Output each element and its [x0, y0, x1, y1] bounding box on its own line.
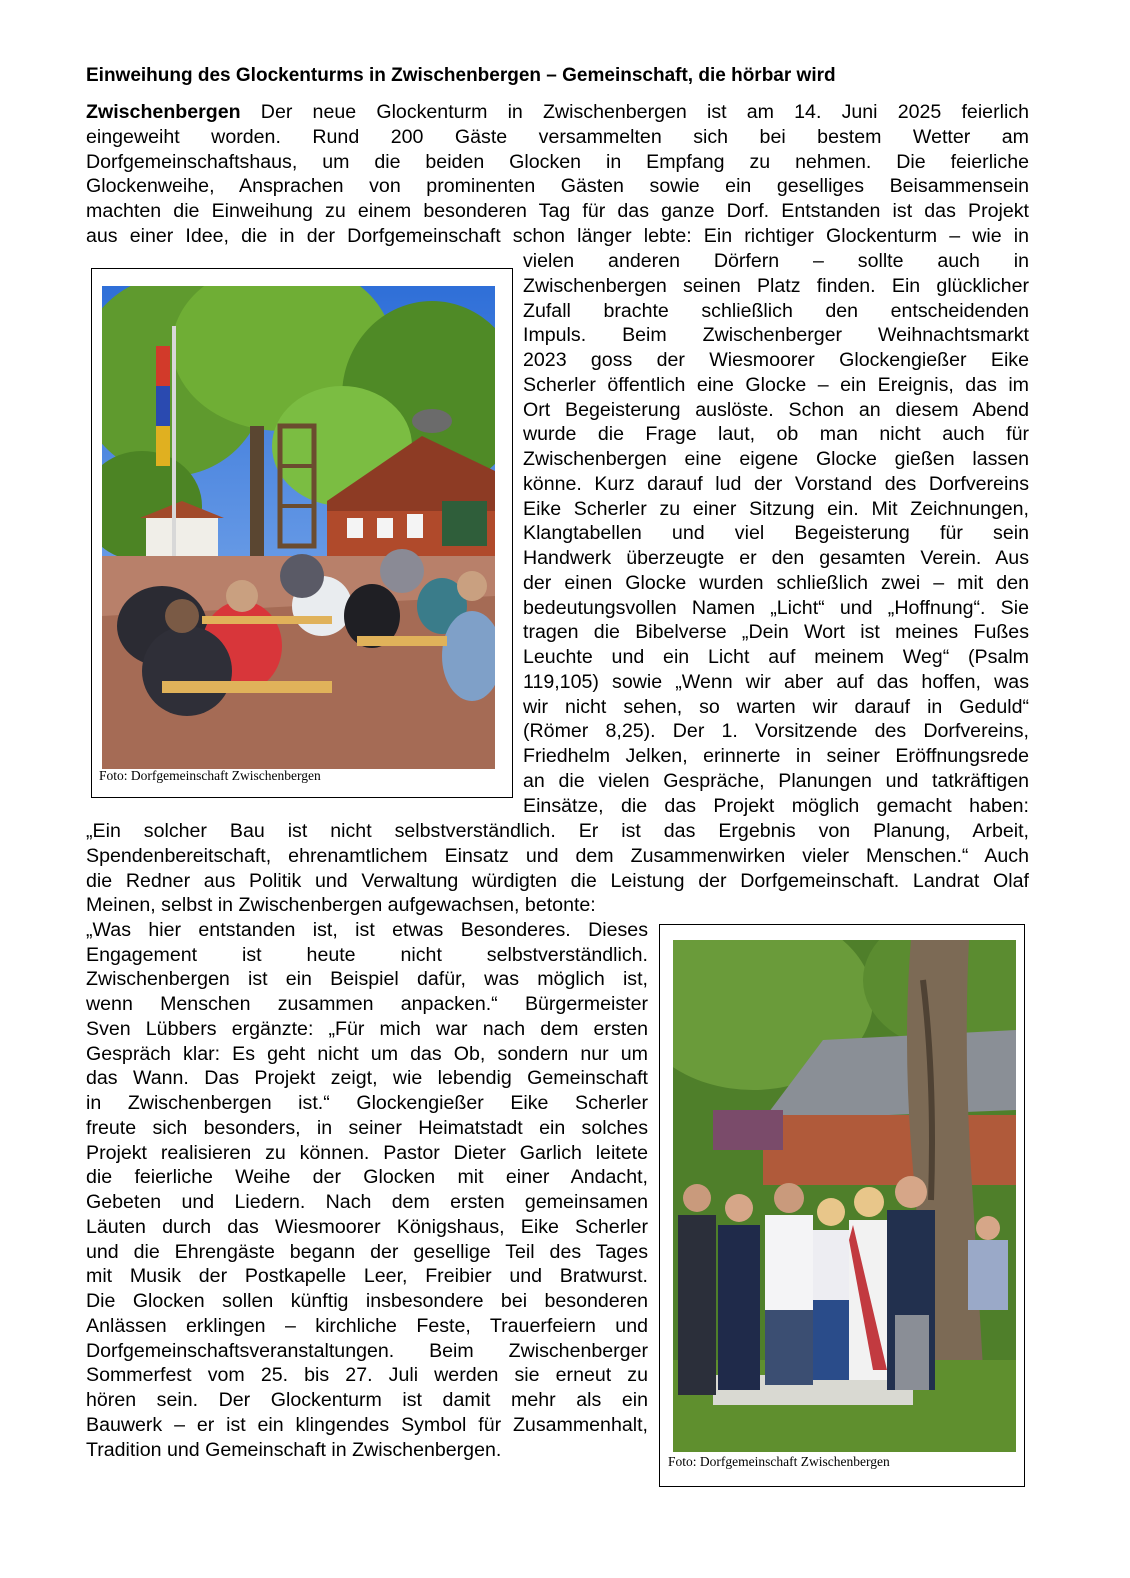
text-line: Leuchte und ein Licht auf meinem Weg“ (Psalm: [523, 646, 1029, 668]
text-line: Sommerfest vom 25. bis 27. Juli werden sie erneut zu: [86, 1364, 648, 1387]
text-line: Einsätze, die das Projekt möglich gemacht haben:: [523, 794, 1029, 817]
text-line: Sven Lübbers ergänzte: „Für mich war nach dem ersten: [86, 1017, 648, 1040]
text-line: Zwischenbergen ist ein Beispiel dafür, was möglich ist,: [86, 968, 648, 991]
dateline: Zwischenbergen: [86, 101, 241, 123]
left-column-text: [86, 893, 648, 1462]
text-line: die Redner aus Politik und Verwaltung würdigten die Leistung der Dorfgemeinschaft. Landrat Olaf: [86, 869, 1029, 892]
text-line: Handwerk überzeugte er den gesamten Verein. Aus: [523, 547, 1029, 569]
text-line: Spendenbereitschaft, ehrenamtlichem Einsatz und dem Zusammenwirken vieler Menschen.“ Auch: [86, 844, 1029, 867]
intro-line: Der neue Glockenturm in Zwischenbergen ist am 14. Juni 2025 feierlich: [240, 101, 1029, 123]
text-line: das Wann. Das Projekt zeigt, wie lebendig Gemeinschaft: [86, 1067, 648, 1090]
text-line: Gebeten und Liedern. Nach dem ersten gemeinsamen: [86, 1191, 648, 1213]
text-line: Friedhelm Jelken, erinnerte in seiner Eröffnungsrede: [523, 745, 1029, 767]
intro-line: eingeweiht worden. Rund 200 Gäste versammelten sich bei bestem Wetter am: [86, 125, 1029, 148]
photo-caption: Foto: Dorfgemeinschaft Zwischenbergen: [99, 768, 321, 783]
text-line: Anlässen erklingen – kirchliche Feste, Trauerfeiern und: [86, 1314, 648, 1337]
text-line: Die Glocken sollen künftig insbesondere bei besonderen: [86, 1290, 648, 1312]
text-line: wenn Menschen zusammen anpacken.“ Bürgermeister: [86, 993, 648, 1015]
intro-line: Glockenweihe, Ansprachen von prominenten Gästen sowie ein geselliges Beisammensein: [86, 175, 1029, 198]
intro-paragraph: [86, 100, 1029, 249]
middle-paragraph: [86, 819, 1029, 893]
text-line: wir nicht sehen, so warten wir darauf in Geduld“: [523, 695, 1029, 718]
text-line: wurde die Frage laut, ob man nicht auch für: [523, 423, 1029, 446]
text-line: in Zwischenbergen ist.“ Glockengießer Eike Scherler: [86, 1092, 648, 1114]
text-line: (Römer 8,25). Der 1. Vorsitzende des Dorfvereins,: [523, 720, 1029, 743]
text-line: Zwischenbergen seinen Platz finden. Ein glücklicher: [523, 274, 1029, 297]
text-line: Engagement ist heute nicht selbstverständlich.: [86, 943, 648, 966]
photo-caption: Foto: Dorfgemeinschaft Zwischenbergen: [668, 1454, 890, 1469]
text-line: freute sich besonders, in seiner Heimatstadt ein solches: [86, 1116, 648, 1139]
text-line: mit Musik der Postkapelle Leer, Freibier und Bratwurst.: [86, 1265, 648, 1288]
text-line: Zwischenbergen eine eigene Glocke gießen lassen: [523, 448, 1029, 470]
intro-line: aus einer Idee, die in der Dorfgemeinschaft schon länger lebte: Ein richtiger Glockenturm – wie in: [86, 224, 1029, 247]
text-line: Meinen, selbst in Zwischenbergen aufgewachsen, betonte:: [86, 894, 596, 916]
text-line: „Was hier entstanden ist, ist etwas Besonderes. Dieses: [86, 918, 648, 941]
text-line: vielen anderen Dörfern – sollte auch in: [523, 250, 1029, 272]
text-line: tragen die Bibelverse „Dein Wort ist meines Fußes: [523, 621, 1029, 644]
text-line: 2023 goss der Wiesmoorer Glockengießer Eike: [523, 349, 1029, 371]
gathering-photo: [102, 286, 495, 769]
text-line: der einen Glocke wurden schließlich zwei – mit den: [523, 571, 1029, 594]
text-line: Impuls. Beim Zwischenberger Weihnachtsmarkt: [523, 324, 1029, 347]
text-line: Zufall brachte schließlich den entscheidenden: [523, 299, 1029, 322]
text-line: an die vielen Gespräche, Planungen und tatkräftigen: [523, 769, 1029, 792]
text-line: Ort Begeisterung auslöste. Schon an diesem Abend: [523, 398, 1029, 421]
text-line: Scherler öffentlich eine Glocke – ein Ereignis, das im: [523, 373, 1029, 396]
text-line: 119,105) sowie „Wenn wir aber auf das hoffen, was: [523, 670, 1029, 693]
text-line: und die Ehrengäste begann der gesellige Teil des Tages: [86, 1240, 648, 1263]
text-line: bedeutungsvollen Namen „Licht“ und „Hoffnung“. Sie: [523, 596, 1029, 619]
right-column-text: [523, 249, 1029, 818]
text-line: Tradition und Gemeinschaft in Zwischenbergen.: [86, 1438, 502, 1461]
text-line: Projekt realisieren zu können. Pastor Dieter Garlich leitete: [86, 1141, 648, 1164]
intro-line: Dorfgemeinschaftshaus, um die beiden Glocken in Empfang zu nehmen. Die feierliche: [86, 150, 1029, 173]
text-line: Gespräch klar: Es geht nicht um das Ob, sondern nur um: [86, 1042, 648, 1065]
text-line: Dorfgemeinschaftsveranstaltungen. Beim Zwischenberger: [86, 1339, 648, 1362]
text-line: die feierliche Weihe der Glocken mit einer Andacht,: [86, 1166, 648, 1189]
text-line: Klangtabellen und viel Begeisterung für sein: [523, 522, 1029, 545]
text-line: hören sein. Der Glockenturm ist damit mehr als ein: [86, 1389, 648, 1411]
photo-frame-gathering: [91, 268, 513, 798]
text-line: Bauwerk – er ist ein klingendes Symbol für Zusammenhalt,: [86, 1413, 648, 1436]
text-line: „Ein solcher Bau ist nicht selbstverständlich. Er ist das Ergebnis von Planung, Arbeit,: [86, 820, 1029, 842]
text-line: könne. Kurz darauf lud der Vorstand des Dorfvereins: [523, 472, 1029, 495]
text-line: Eike Scherler zu einer Sitzung ein. Mit Zeichnungen,: [523, 497, 1029, 520]
photo-frame-group: [659, 924, 1025, 1487]
article-headline: Einweihung des Glockenturms in Zwischenbergen – Gemeinschaft, die hörbar wird: [86, 65, 836, 86]
intro-line: machten die Einweihung zu einem besonderen Tag für das ganze Dorf. Entstanden ist das Projekt: [86, 200, 1029, 222]
text-line: Läuten durch das Wiesmoorer Königshaus, Eike Scherler: [86, 1215, 648, 1238]
group-photo: [673, 940, 1016, 1452]
